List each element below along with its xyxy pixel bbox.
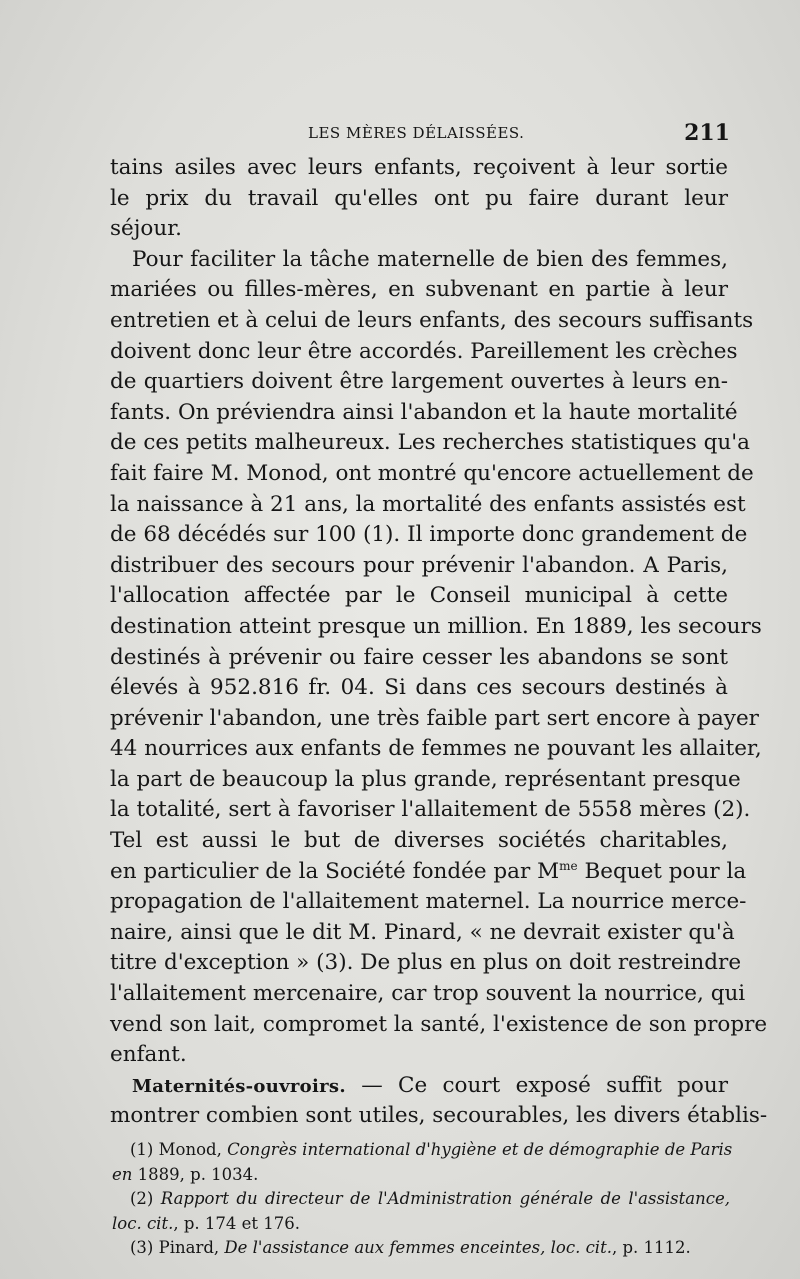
text-line: titre d'exception » (3). De plus en plus on doit restreindre bbox=[110, 950, 742, 976]
footnote-title: De l'assistance aux femmes enceintes, loc. cit. bbox=[224, 1238, 612, 1257]
text-line bbox=[110, 857, 747, 888]
footnote-1-cont bbox=[112, 1163, 730, 1188]
text-line: l'allaitement mercenaire, car trop souvent la nourrice, qui bbox=[110, 981, 746, 1007]
text-line: tains asiles avec leurs enfants, reçoivent à leur sortie bbox=[110, 155, 728, 180]
text-line: montrer combien sont utiles, secourables, les divers établis- bbox=[110, 1103, 768, 1129]
footnote-title: en bbox=[112, 1164, 133, 1184]
text-line: la part de beaucoup la plus grande, représentant presque bbox=[110, 766, 741, 792]
text-line: doivent donc leur être accordés. Pareillement les crèches bbox=[110, 338, 738, 364]
text-line: Pour faciliter la tâche maternelle de bien des femmes, bbox=[132, 246, 728, 272]
footnote-3 bbox=[112, 1236, 730, 1261]
text-line: de ces petits malheureux. Les recherches statistiques qu'a bbox=[110, 430, 750, 456]
text-line: distribuer des secours pour prévenir l'abandon. A Paris, bbox=[110, 552, 728, 578]
section-heading: Maternités-ouvroirs. bbox=[132, 1075, 346, 1097]
text-line: 44 nourrices aux enfants de femmes ne pouvant les allaiter, bbox=[110, 736, 762, 762]
text-line: propagation de l'allaitement maternel. La nourrice merce- bbox=[110, 889, 747, 915]
footnote-1 bbox=[112, 1138, 733, 1163]
footnote-title: Rapport du directeur de l'Administration générale de l'assistance, bbox=[160, 1189, 730, 1208]
text-line: mariées ou filles-mères, en subvenant en partie à leur bbox=[110, 277, 728, 303]
text-line: de 68 décédés sur 100 (1). Il importe donc grandement de bbox=[110, 522, 748, 548]
footnote-text: (1) Monod, bbox=[130, 1140, 228, 1159]
text-line: la totalité, sert à favoriser l'allaitement de 5558 mères (2). bbox=[110, 797, 751, 823]
text-line: de quartiers doivent être largement ouvertes à leurs en- bbox=[110, 369, 728, 395]
text-line: prévenir l'abandon, une très faible part sert encore à payer bbox=[110, 705, 759, 731]
footnote-title: loc. cit. bbox=[112, 1213, 174, 1233]
text-line: l'allocation affectée par le Conseil municipal à cette bbox=[110, 583, 728, 609]
body-text bbox=[110, 153, 768, 1132]
text-line: naire, ainsi que le dit M. Pinard, « ne devrait exister qu'à bbox=[110, 919, 735, 945]
footnote-title: Congrès international d'hygiène et de démographie de Paris bbox=[227, 1140, 733, 1159]
running-title: LES MÈRES DÉLAISSÉES. bbox=[308, 124, 525, 142]
text-line: vend son lait, compromet la santé, l'existence de son propre bbox=[110, 1011, 768, 1037]
text-fragment: — Ce court exposé suffit pour bbox=[345, 1072, 728, 1098]
text-line: le prix du travail qu'elles ont pu faire durant leur bbox=[110, 185, 728, 211]
text-line: destination atteint presque un million. En 1889, les secours bbox=[110, 613, 762, 639]
text-line: Tel est aussi le but de diverses sociétés charitables, bbox=[110, 828, 728, 854]
page-number: 211 bbox=[684, 120, 730, 146]
footnote-text: , p. 1112. bbox=[611, 1238, 691, 1257]
footnotes bbox=[112, 1138, 733, 1261]
text-line: destinés à prévenir ou faire cesser les abandons se sont bbox=[110, 644, 728, 670]
footnote-text: (3) Pinard, bbox=[130, 1238, 225, 1257]
section-heading-line bbox=[110, 1071, 728, 1102]
text-line: séjour. bbox=[110, 216, 182, 242]
text-line: enfant. bbox=[110, 1042, 187, 1068]
footnote-text: , p. 174 et 176. bbox=[173, 1213, 301, 1233]
text-line: fants. On préviendra ainsi l'abandon et la haute mortalité bbox=[110, 399, 738, 425]
footnote-text: (2) bbox=[130, 1189, 161, 1208]
text-line: entretien et à celui de leurs enfants, des secours suffisants bbox=[110, 307, 754, 333]
text-line: élevés à 952.816 fr. 04. Si dans ces secours destinés à bbox=[110, 675, 728, 701]
text-line: fait faire M. Monod, ont montré qu'encore actuellement de bbox=[110, 460, 754, 486]
footnote-2 bbox=[112, 1187, 730, 1212]
text-line: la naissance à 21 ans, la mortalité des enfants assistés est bbox=[110, 491, 746, 517]
superscript: me bbox=[559, 858, 578, 873]
footnote-text: 1889, p. 1034. bbox=[132, 1164, 259, 1184]
text-fragment: Bequet pour la bbox=[577, 858, 747, 884]
text-fragment: en particulier de la Société fondée par M bbox=[110, 858, 560, 884]
page-header bbox=[108, 120, 730, 150]
footnote-2-cont bbox=[112, 1212, 730, 1237]
